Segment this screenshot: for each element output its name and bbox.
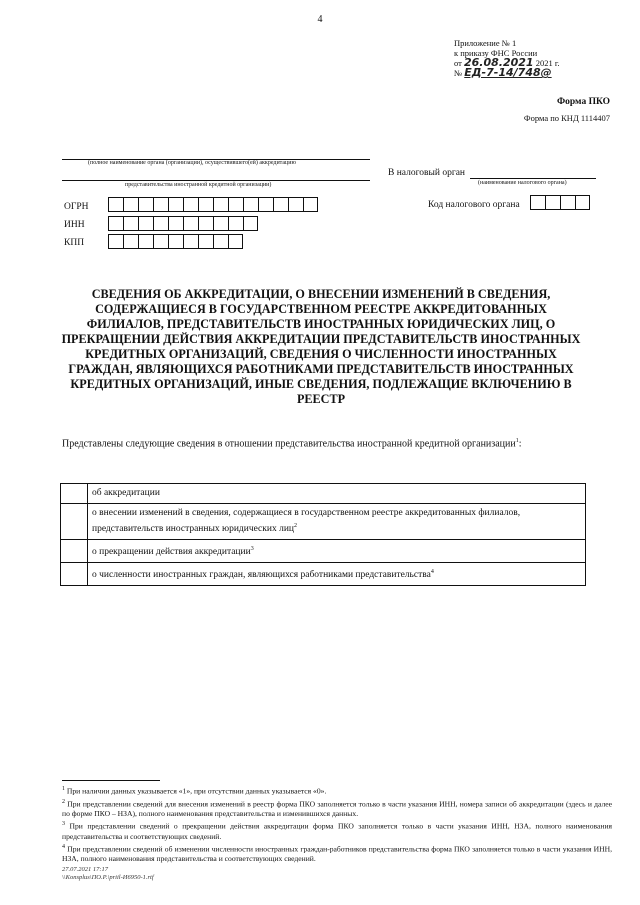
tax-authority-sublabel: (наименование налогового органа) <box>478 180 567 186</box>
document-heading: СВЕДЕНИЯ ОБ АККРЕДИТАЦИИ, О ВНЕСЕНИИ ИЗМЕНЕНИЙ В СВЕДЕНИЯ, СОДЕРЖАЩИЕСЯ В ГОСУДАРСТВЕННОМ РЕЕСТРЕ АККРЕДИТОВАННЫХ ФИЛИАЛОВ, ПРЕДСТАВИТЕЛЬСТВ ИНОСТРАННЫХ ЮРИДИЧЕСКИХ ЛИЦ, О ПРЕКРАЩЕНИИ ДЕЙСТВИЯ АККРЕДИТАЦИИ ПРЕДСТАВИТЕЛЬСТВ ИНОСТРАННЫХ КРЕДИТНЫХ ОРГАНИЗАЦИЙ, СВЕДЕНИЯ О ЧИСЛЕННОСТИ ИНОСТРАННЫХ ГРАЖДАН, ЯВЛЯЮЩИХСЯ РАБОТНИКАМИ ПРЕДСТАВИТЕЛЬСТВ ИНОСТРАННЫХ КРЕДИТНЫХ ОРГАНИЗАЦИЙ, ИНЫЕ СВЕДЕНИЯ, ПОДЛЕЖАЩИЕ ВКЛЮЧЕНИЮ В РЕЕСТР <box>61 287 581 406</box>
appendix-number-prefix: № <box>454 68 463 78</box>
intro-colon: : <box>518 438 522 450</box>
knd-code: Форма по КНД 1114407 <box>523 113 610 123</box>
file-stamp <box>62 866 154 882</box>
tax-authority-label: В налоговый орган <box>388 168 466 178</box>
appendix-date-prefix: от <box>454 58 462 68</box>
footnotes <box>62 784 612 864</box>
ogrn-label: ОГРН <box>64 202 89 212</box>
appendix-line2: к приказу ФНС России <box>454 48 538 58</box>
option-row <box>61 540 586 563</box>
option-row <box>61 484 586 504</box>
option-row <box>61 563 586 586</box>
appendix-number: ЕД-7-14/748@ <box>464 66 552 79</box>
appendix-number-line <box>454 68 559 78</box>
footnote-divider <box>62 780 160 781</box>
option-label-4: о численности иностранных граждан, являющихся работниками представительства$^4$ <box>88 563 586 586</box>
inn-cells[interactable] <box>108 216 258 231</box>
footnote-2: $^2$ При представлении сведений для внесения изменений в реестр форма ПКО заполняется только в части указания ИНН, номера записи об аккредитации (здесь и далее по форме ПКО – НЗА), полного наименования представительства и изменившихся данных. <box>62 798 612 819</box>
kpp-cells[interactable] <box>108 234 243 249</box>
kpp-label: КПП <box>64 238 85 248</box>
option-checkbox-2[interactable] <box>61 504 88 540</box>
org-name-line-2 <box>62 180 370 181</box>
appendix-date: 26.08.2021 <box>463 56 534 69</box>
options-table <box>60 483 586 586</box>
intro-footnote-ref: 1 <box>515 438 519 444</box>
option-label-3: о прекращении действия аккредитации$^3$ <box>88 540 586 563</box>
inn-label: ИНН <box>64 220 85 230</box>
org-name-label-2: представительства иностранной кредитной организации) <box>125 182 272 188</box>
appendix-block <box>454 38 559 78</box>
option-label-1: об аккредитации <box>88 484 586 504</box>
footnote-4: $^4$ При представлении сведений об изменении численности иностранных граждан-работников представительства форма ПКО заполняется только в части указания ИНН, НЗА, полного наименования представительства и соответствующих сведений. <box>62 843 612 864</box>
stamp-path: \\Konsplus\ПО.Р.\priil-И6950-1.rtf <box>62 874 154 881</box>
tax-authority-line <box>470 178 596 179</box>
appendix-line1: Приложение № 1 <box>454 38 517 48</box>
footnote-1: $^1$ При наличии данных указывается «1», при отсутствии данных указывается «0». <box>62 786 327 796</box>
option-checkbox-1[interactable] <box>61 484 88 504</box>
page-number: 4 <box>317 14 323 25</box>
intro-body: Представлены следующие сведения в отношении представительства иностранной кредитной организации <box>62 438 516 450</box>
option-label-2: о внесении изменений в сведения, содержащиеся в государственном реестре аккредитованных филиалов, представительств иностранных юридических лиц$^2$ <box>88 504 586 540</box>
option-row <box>61 504 586 540</box>
footnote-3: $^3$ При представлении сведений о прекращении действия аккредитации форма ПКО заполняется только в части указания ИНН, НЗА, полного наименования представительства и соответствующих сведений. <box>62 821 612 841</box>
stamp-date: 27.07.2021 17:17 <box>62 866 109 873</box>
option-checkbox-4[interactable] <box>61 563 88 586</box>
form-title: Форма ПКО <box>556 97 610 107</box>
option-checkbox-3[interactable] <box>61 540 88 563</box>
tax-code-label: Код налогового органа <box>428 200 520 210</box>
intro-text <box>62 438 522 449</box>
appendix-year: 2021 г. <box>535 58 560 68</box>
org-name-label: (полное наименование органа (организации), осуществившего(ей) аккредитацию <box>88 160 296 166</box>
ogrn-cells[interactable] <box>108 197 318 212</box>
tax-code-cells[interactable] <box>530 195 590 210</box>
